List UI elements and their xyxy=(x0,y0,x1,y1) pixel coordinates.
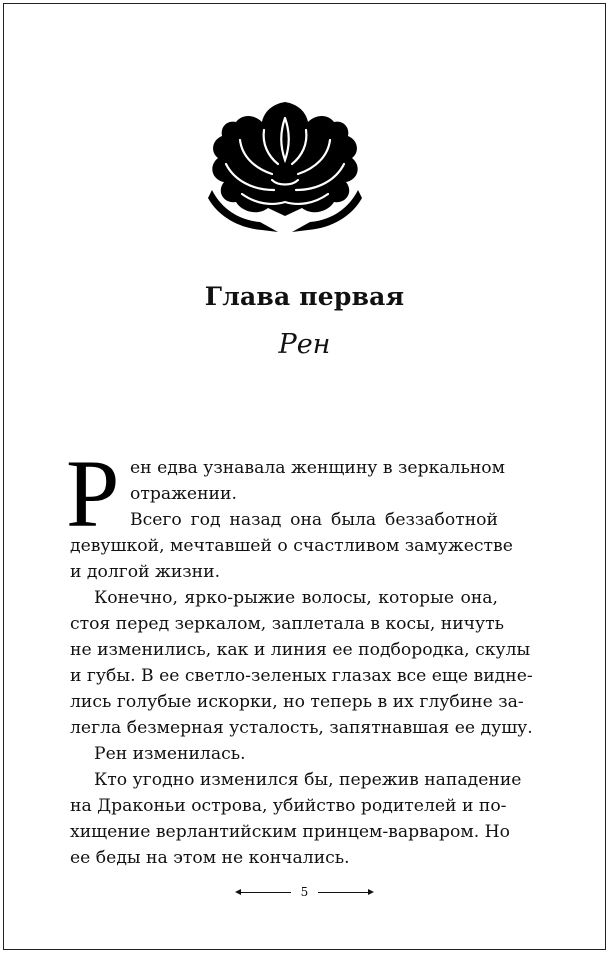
text-line: девушкой, мечтавшей о счастливом замужестве xyxy=(70,536,513,556)
page-footer xyxy=(4,884,605,900)
text-line: и губы. В ее светло-зеленых глазах все еще видне- xyxy=(70,666,533,686)
text-line: легла безмерная усталость, запятнавшая ее душу. xyxy=(70,718,533,738)
chapter-title: Глава первая xyxy=(204,282,405,311)
text-line: ее беды на этом не кончались. xyxy=(70,848,350,868)
text-line: на Драконьи острова, убийство родителей и по- xyxy=(70,796,507,816)
right-arrow-rule-icon xyxy=(318,889,374,895)
book-page xyxy=(3,3,606,950)
drop-cap: Р xyxy=(66,440,120,547)
text-line: и долгой жизни. xyxy=(70,562,221,582)
chapter-subtitle: Рен xyxy=(278,329,331,360)
peony-flower-icon xyxy=(202,94,368,234)
text-line: хищение верлантийским принцем-варваром. Но xyxy=(70,822,510,842)
text-line: Рен изменилась. xyxy=(94,744,246,764)
text-line: отражении. xyxy=(130,484,237,504)
text-line: лись голубые искорки, но теперь в их глубине за- xyxy=(70,692,524,712)
text-line: не изменились, как и линия ее подбородка, скулы xyxy=(70,640,531,660)
text-line: Всего год назад она была беззаботной xyxy=(130,510,498,530)
text-line: стоя перед зеркалом, заплетала в косы, ничуть xyxy=(70,614,505,634)
page-number: 5 xyxy=(300,885,309,899)
left-arrow-rule-icon xyxy=(235,889,291,895)
text-line: Кто угодно изменился бы, пережив нападение xyxy=(94,770,522,790)
text-line: ен едва узнавала женщину в зеркальном xyxy=(130,458,506,478)
text-line: Конечно, ярко-рыжие волосы, которые она, xyxy=(94,588,498,608)
